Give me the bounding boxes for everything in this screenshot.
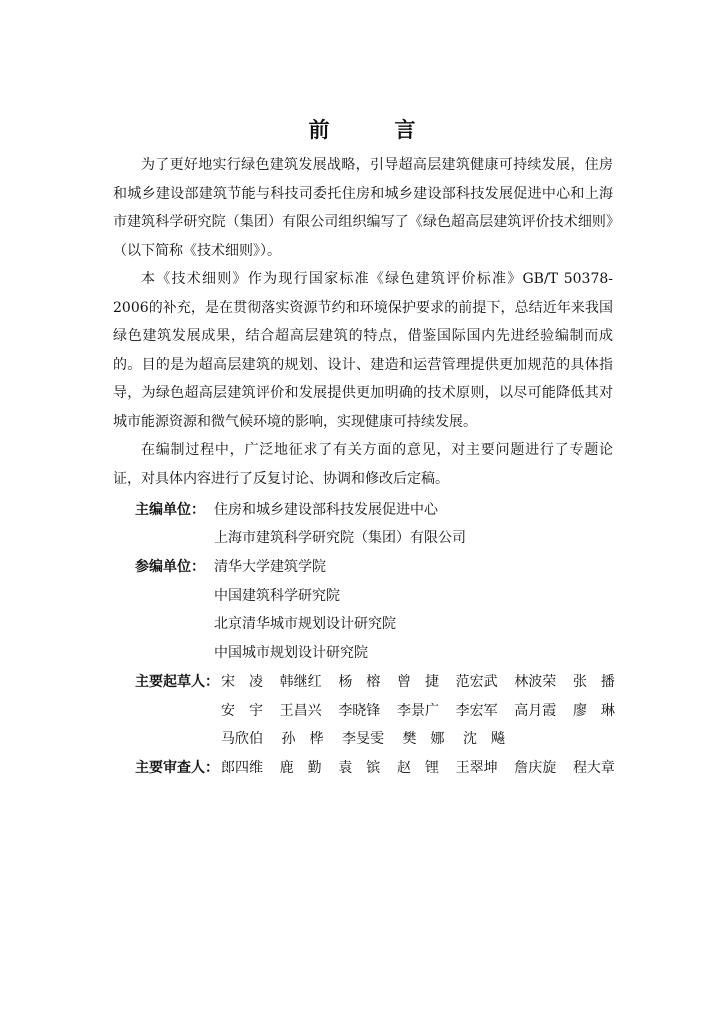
drafter-name: 李晓锋 [338, 703, 381, 719]
drafter-name: 沈 飚 [463, 731, 505, 747]
drafter-name: 曾 捷 [396, 674, 439, 690]
drafter-name: 廖 琳 [572, 703, 615, 719]
chief-unit: 上海市建筑科学研究院（集团）有限公司 [214, 530, 466, 546]
participating-units-label: 参编单位： [135, 559, 205, 575]
drafters-row [135, 725, 615, 753]
drafter-name: 安 宇 [221, 703, 263, 719]
drafter-name: 张 播 [572, 674, 615, 690]
participating-unit: 中国城市规划设计研究院 [214, 645, 368, 661]
paragraph-2: 本《技术细则》作为现行国家标准《绿色建筑评价标准》GB/T 50378-2006的补充，是在贯彻落实资源节约和环境保护要求的前提下，总结近年来我国绿色建筑发展成果，结合超高层建筑的特点，借鉴国际国内先进经验编制而成的。目的是为超高层建筑的规划、设计、建造和运营管理提供更加规范的具体指导，为绿色超高层建筑评价和发展提供更加明确的技术原则，以尽可能降低其对城市能源资源和微气候环境的影响，实现健康可持续发展。 [113, 271, 613, 430]
chief-unit-row [135, 496, 615, 524]
paragraph-1: 为了更好地实行绿色建筑发展战略，引导超高层建筑健康可持续发展，住房和城乡建设部建筑节能与科技司委托住房和城乡建设部科技发展促进中心和上海市建筑科学研究院（集团）有限公司组织编写了《绿色超高层建筑评价技术细则》（以下简称《技术细则》）。 [113, 157, 613, 259]
reviewer-name: 鹿 勤 [279, 760, 322, 776]
drafter-name: 孙 桦 [281, 731, 324, 747]
participating-unit: 中国建筑科学研究院 [214, 588, 340, 604]
drafter-names [221, 725, 505, 753]
chief-units-label: 主编单位： [135, 502, 205, 518]
reviewers-label: 主要审查人： [135, 760, 219, 776]
drafters-label: 主要起草人： [135, 674, 219, 690]
reviewer-name: 程大章 [572, 760, 615, 776]
drafter-name: 韩继红 [279, 674, 322, 690]
reviewer-names [221, 754, 615, 782]
reviewer-name: 郎四维 [221, 760, 263, 776]
reviewer-name: 袁 镔 [338, 760, 381, 776]
drafter-name: 杨 榕 [338, 674, 381, 690]
page-title: 前 言 [308, 118, 438, 142]
drafter-name: 樊 娜 [402, 731, 445, 747]
participating-unit-row [135, 582, 615, 610]
participating-unit: 北京清华城市规划设计研究院 [214, 616, 396, 632]
participating-unit: 清华大学建筑学院 [214, 559, 326, 575]
paragraph-3: 在编制过程中，广泛地征求了有关方面的意见，对主要问题进行了专题论证，对具体内容进行了反复讨论、协调和修改后定稿。 [113, 442, 613, 487]
drafter-name: 王昌兴 [279, 703, 322, 719]
chief-unit: 住房和城乡建设部科技发展促进中心 [214, 502, 438, 518]
participating-unit-row [135, 553, 615, 581]
drafter-name: 高月霞 [514, 703, 557, 719]
reviewer-name: 詹庆旋 [514, 760, 557, 776]
participating-unit-row [135, 610, 615, 638]
drafter-name: 宋 凌 [221, 674, 263, 690]
drafter-name: 林波荣 [514, 674, 557, 690]
drafter-name: 范宏武 [455, 674, 498, 690]
reviewer-name: 赵 锂 [396, 760, 439, 776]
reviewers-row [135, 754, 615, 782]
drafter-name: 李宏军 [455, 703, 498, 719]
drafter-name: 马欣伯 [221, 731, 263, 747]
drafters-row [135, 668, 615, 696]
reviewer-name: 王翠坤 [455, 760, 498, 776]
chief-unit-row [135, 524, 615, 552]
participating-unit-row [135, 639, 615, 667]
drafter-name: 李旻雯 [342, 731, 384, 747]
drafter-name: 李景广 [396, 703, 439, 719]
drafter-names [221, 697, 615, 725]
drafters-row [135, 697, 615, 725]
drafter-names [221, 668, 615, 696]
